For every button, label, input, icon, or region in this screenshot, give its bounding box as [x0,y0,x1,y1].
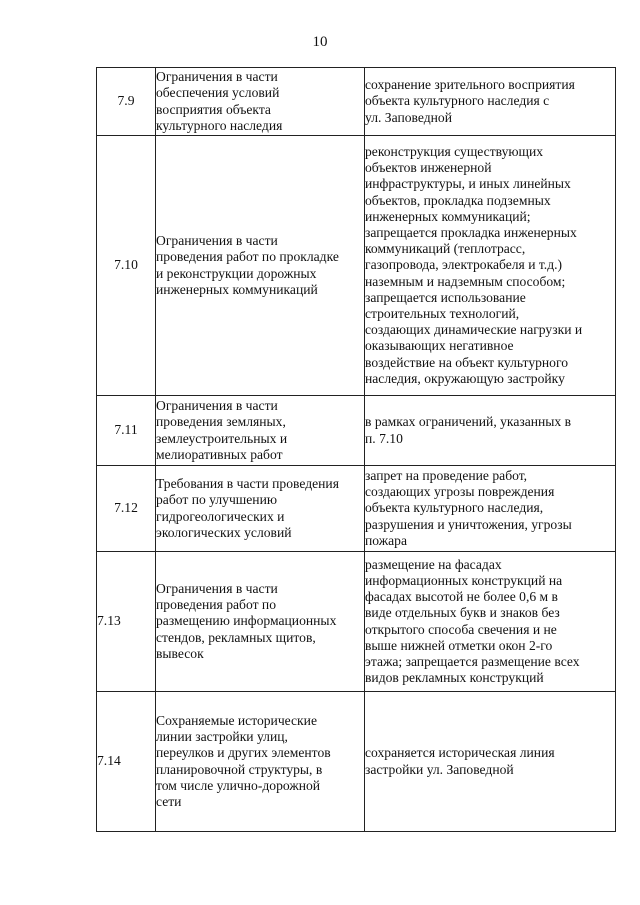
restriction-content-cell [365,396,616,466]
restriction-content-line: воздействие на объект культурного [365,354,569,370]
restriction-type-cell [156,692,365,832]
table-row [97,692,616,832]
restriction-type-line: Ограничения в части [156,398,278,414]
restriction-content-line: запрещается прокладка инженерных [365,224,577,240]
restriction-content-line: наследия, окружающую застройку [365,370,565,386]
restriction-type-line: размещению информационных [156,613,337,629]
restriction-type-line: Требования в части проведения [156,476,339,492]
restriction-type-line: работ по улучшению [156,492,277,508]
table-row [97,136,616,396]
restriction-content-line: п. 7.10 [365,430,403,446]
restriction-type-line: вывесок [156,645,204,661]
restriction-content-cell [365,552,616,692]
restriction-type-line: экологических условий [156,524,292,540]
restriction-type-line: Ограничения в части [156,69,278,85]
restriction-content-line: разрушения и уничтожения, угрозы [365,516,572,532]
restriction-content-line: инженерных коммуникаций; [365,208,531,224]
restriction-content-line: объектов инженерной [365,160,492,176]
restriction-content-line: объекта культурного наследия, [365,500,544,516]
row-number-cell: 7.9 [97,68,156,136]
restriction-content-cell [365,136,616,396]
restriction-type-line: стендов, рекламных щитов, [156,629,316,645]
restriction-type-line: том числе улично-дорожной [156,777,321,793]
restriction-type-line: обеспечения условий [156,85,280,101]
restriction-content-line: ул. Заповедной [365,109,452,125]
restriction-type-line: проведения работ по [156,597,276,613]
restriction-type-line: сети [156,793,182,809]
restriction-content-line: газопровода, электрокабеля и т.д.) [365,257,563,273]
row-number-cell: 7.11 [97,396,156,466]
page-number: 10 [312,34,328,50]
restriction-content-line: фасадах высотой не более 0,6 м в [365,589,558,605]
restriction-content-cell [365,692,616,832]
table-row [97,466,616,552]
restriction-type-line: проведения земляных, [156,414,286,430]
restriction-type-line: и реконструкции дорожных [156,265,317,281]
table-row [97,68,616,136]
row-number-cell: 7.12 [97,466,156,552]
restriction-content-line: застройки ул. Заповедной [365,761,514,777]
restriction-content-line: оказывающих негативное [365,338,514,354]
restriction-content-line: объекта культурного наследия с [365,93,550,109]
restriction-content-line: инфраструктуры, и иных линейных [365,176,571,192]
restriction-type-cell [156,552,365,692]
restriction-content-line: открытого способа свечения и не [365,621,557,637]
restriction-content-line: строительных технологий, [365,306,520,321]
restriction-type-cell [156,466,365,552]
restriction-content-line: реконструкция существующих [365,143,544,159]
table-row [97,552,616,692]
restriction-content-line: наземным и надземным способом; [365,273,566,289]
restriction-type-line: инженерных коммуникаций [156,281,318,297]
restriction-type-line: линии застройки улиц, [156,729,288,745]
restriction-content-line: создающих динамические нагрузки и [365,322,583,338]
restriction-type-line: переулков и других элементов [156,745,331,761]
row-number-cell: 7.10 [97,136,156,396]
restriction-type-cell [156,396,365,466]
restriction-content-line: видов рекламных конструкций [365,670,544,686]
restriction-content-line: выше нижней отметки окон 2-го [365,637,553,653]
restriction-type-line: гидрогеологических и [156,508,285,524]
restriction-content-line: коммуникаций (теплотрасс, [365,241,526,257]
restriction-content-line: сохраняется историческая линия [365,745,555,761]
restriction-type-cell [156,68,365,136]
restriction-type-line: землеустроительных и [156,430,288,446]
row-number-cell: 7.14 [97,692,156,832]
row-number-cell: 7.13 [97,552,156,692]
restriction-type-line: проведения работ по прокладке [156,249,339,265]
restrictions-table [96,67,616,832]
restriction-type-line: Ограничения в части [156,233,278,249]
restriction-content-line: виде отдельных букв и знаков без [365,605,560,621]
restriction-type-line: культурного наследия [156,117,283,133]
restriction-type-line: мелиоративных работ [156,446,283,462]
restriction-content-line: размещение на фасадах [365,556,502,572]
table-row [97,396,616,466]
restriction-content-cell [365,68,616,136]
restriction-type-line: планировочной структуры, в [156,761,323,777]
restriction-content-line: объектов, прокладка подземных [365,192,551,208]
restriction-type-line: Сохраняемые исторические [156,712,317,728]
restriction-content-line: пожара [365,532,407,548]
table-body [97,68,616,832]
restriction-content-line: в рамках ограничений, указанных в [365,414,572,430]
restriction-content-line: этажа; запрещается размещение всех [365,653,580,669]
restriction-type-line: Ограничения в части [156,580,278,596]
restriction-type-cell [156,136,365,396]
restriction-content-line: запрещается использование [365,289,526,305]
restriction-type-line: восприятия объекта [156,101,271,117]
restriction-content-line: сохранение зрительного восприятия [365,77,575,93]
restriction-content-cell [365,466,616,552]
restriction-content-line: создающих угрозы повреждения [365,484,555,500]
restriction-content-line: информационных конструкций на [365,572,563,588]
restriction-content-line: запрет на проведение работ, [365,467,528,483]
